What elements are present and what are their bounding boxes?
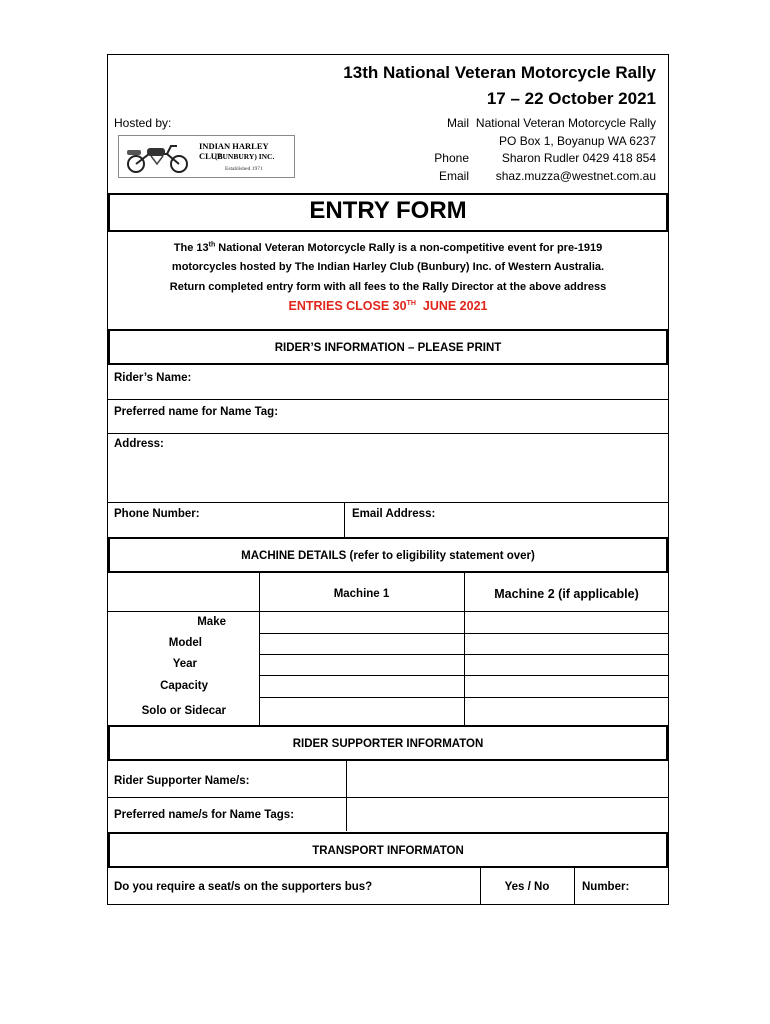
club-logo (118, 135, 295, 178)
supporter-info-heading: RIDER SUPPORTER INFORMATON (108, 725, 668, 761)
machine1-header: Machine 1 (333, 588, 390, 600)
intro-line1: The 13th National Veteran Motorcycle Rally is a non-competitive event for pre-1919 (173, 241, 603, 254)
year-label: Year (172, 658, 197, 670)
intro-line2: motorcycles hosted by The Indian Harley Club (Bunbury) Inc. of Western Australia. (171, 261, 605, 273)
intro-line3: Return completed entry form with all fees to the Rally Director at the above address (169, 281, 607, 293)
hosted-by-label: Hosted by: (114, 116, 172, 130)
divider (259, 633, 668, 634)
logo-line2: (BUNBURY) INC. (215, 152, 275, 161)
email-address-label: Email Address: (352, 508, 436, 520)
phone-number-label: Phone Number: (114, 508, 200, 520)
form-title-banner (108, 193, 668, 232)
divider (344, 502, 345, 537)
motorcycle-icon (123, 140, 193, 174)
entries-close-notice: ENTRIES CLOSE 30TH JUNE 2021 (288, 299, 488, 313)
bus-seat-question: Do you require a seat/s on the supporters bus? (114, 881, 373, 893)
divider (574, 868, 575, 905)
divider (108, 797, 668, 798)
mail-label: Mail (446, 116, 469, 130)
name-tag-label: Preferred name for Name Tag: (114, 406, 279, 418)
logo-line3: Established 1971 (225, 166, 263, 172)
email-label: Email (438, 169, 469, 183)
mail-line2: PO Box 1, Boyanup WA 6237 (499, 134, 656, 148)
supporter-names-label: Rider Supporter Name/s: (114, 775, 250, 787)
divider (346, 761, 347, 831)
machine2-header: Machine 2 (if applicable) (494, 587, 639, 601)
divider (259, 654, 668, 655)
model-label: Model (168, 637, 202, 649)
number-label: Number: (582, 881, 630, 893)
solo-sidecar-label: Solo or Sidecar (141, 705, 226, 717)
divider (108, 502, 668, 503)
make-label: Make (197, 616, 226, 628)
capacity-label: Capacity (160, 680, 208, 692)
supporter-tags-label: Preferred name/s for Name Tags: (114, 809, 295, 821)
transport-info-heading: TRANSPORT INFORMATON (108, 832, 668, 868)
divider (259, 697, 668, 698)
entry-form-sheet (107, 54, 669, 905)
email-value: shaz.muzza@westnet.com.au (495, 169, 656, 183)
divider (108, 611, 668, 612)
phone-value: Sharon Rudler 0429 418 854 (501, 151, 656, 165)
address-label: Address: (114, 438, 164, 450)
yes-no-option[interactable]: Yes / No (504, 881, 550, 893)
riders-name-label: Rider’s Name: (114, 372, 192, 384)
form-title: ENTRY FORM (309, 197, 467, 224)
riders-info-heading: RIDER’S INFORMATION – PLEASE PRINT (108, 329, 668, 365)
machine-details-heading: MACHINE DETAILS (refer to eligibility statement over) (108, 537, 668, 573)
mail-line1: National Veteran Motorcycle Rally (475, 116, 656, 130)
logo-line1: INDIAN HARLEY CLUB (199, 141, 269, 161)
rally-title: 13th National Veteran Motorcycle Rally (343, 63, 656, 82)
divider (108, 433, 668, 434)
divider (259, 675, 668, 676)
rally-dates: 17 – 22 October 2021 (486, 89, 656, 108)
phone-label: Phone (434, 151, 469, 165)
divider (108, 399, 668, 400)
